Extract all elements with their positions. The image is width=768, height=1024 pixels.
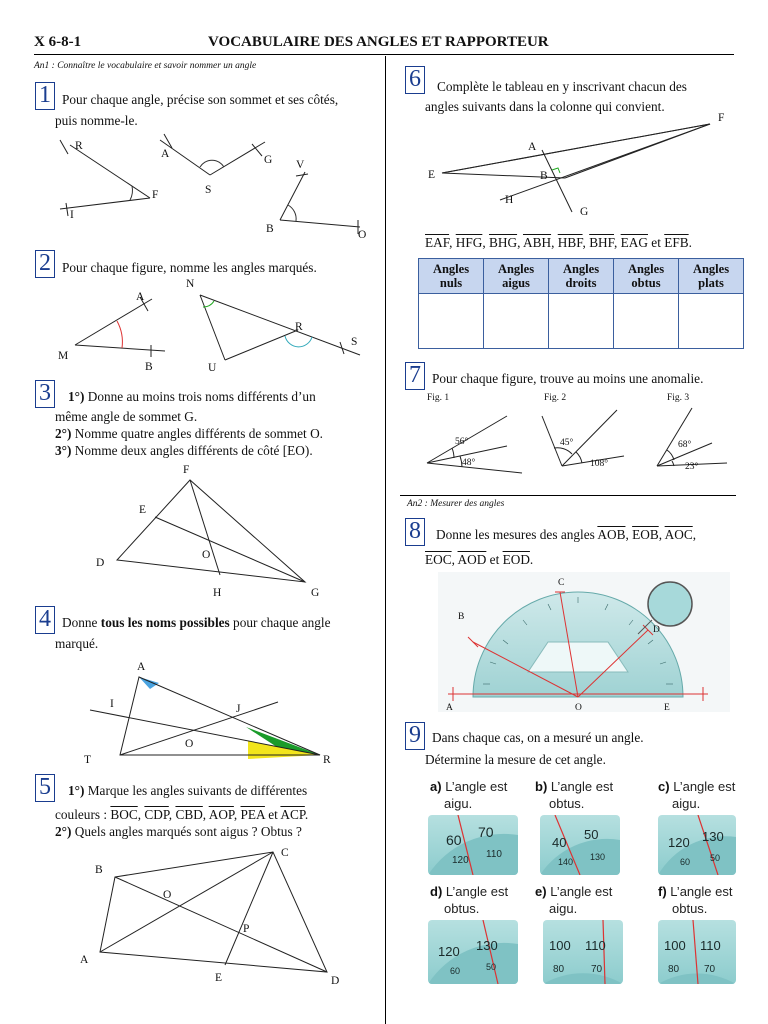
exercise-5-figure — [75, 840, 365, 990]
ex1-label-f: F — [152, 189, 159, 201]
exercise-7-figure — [412, 388, 737, 483]
svg-text:60: 60 — [446, 832, 462, 848]
exercise-7-text: Pour chaque figure, trouve au moins une anomalie. — [432, 371, 704, 386]
ex5-sep-3: , — [202, 807, 209, 822]
ex6-angle-abh: $\overline{ABH}$ — [522, 235, 552, 250]
ex2-label-r: R — [295, 321, 303, 333]
ex4-label-a: A — [137, 661, 146, 673]
ex4-text-post: pour chaque angle — [229, 615, 331, 630]
ex6-angle-hfg: $\overline{HFG}$ — [455, 235, 483, 250]
ex7-fig3-label: Fig. 3 — [667, 393, 690, 403]
svg-text:40: 40 — [552, 835, 567, 850]
ex5-end: . — [304, 807, 309, 822]
ex6-angle-efb: $\overline{EFB}$ — [664, 235, 689, 250]
ex5-label-d: D — [331, 975, 340, 987]
svg-text:130: 130 — [702, 829, 724, 844]
ex1-label-v: V — [296, 159, 305, 171]
ex5-angle-aop: $\overline{AOP}$ — [208, 807, 234, 822]
exercise-3-part-1 — [68, 387, 363, 406]
ex8-label-e: E — [664, 703, 670, 712]
ex7-fig1-label: Fig. 1 — [427, 393, 450, 403]
svg-text:110: 110 — [700, 938, 721, 953]
ex9-item-d-label: d) L’angle est obtus. — [430, 884, 509, 916]
protractor-figure — [438, 572, 730, 712]
ex7-fig1-angle-2: 48° — [462, 458, 476, 468]
exercise-4-text-2: marqué. — [55, 636, 99, 651]
ex5-label-c: C — [281, 847, 289, 859]
ex1-label-i: I — [70, 209, 74, 221]
svg-text:50: 50 — [486, 962, 497, 972]
svg-text:70: 70 — [591, 964, 603, 975]
ex5-angle-boc: $\overline{BOC}$ — [110, 807, 138, 822]
ex5-angle-cdp: $\overline{CDP}$ — [144, 807, 169, 822]
svg-text:130: 130 — [476, 938, 498, 953]
svg-text:70: 70 — [704, 964, 716, 975]
ex7-fig3-angle-1: 68° — [678, 440, 692, 450]
ex3-label-e: E — [139, 504, 147, 516]
exercise-2-text: Pour chaque figure, nomme les angles marqués. — [62, 260, 317, 275]
exercise-3-part-1-cont: même angle de sommet G. — [55, 409, 198, 424]
ex6-angle-bhg: $\overline{BHG}$ — [488, 235, 518, 250]
section-rule — [400, 495, 736, 496]
ex6-label-g: G — [580, 206, 589, 218]
ex4-label-r: R — [323, 754, 331, 766]
exercise-8-text-2: $\overline{EOC}$, $\overline{AOD}$ et $\overline{EOD}$. — [425, 552, 534, 567]
ex4-label-i: I — [110, 698, 114, 710]
ex7-fig2-label: Fig. 2 — [544, 393, 567, 403]
ex1-label-r: R — [75, 140, 83, 152]
ex8-angle-aod: $\overline{AOD}$ — [457, 552, 487, 567]
col-angles-obtus: Angles obtus — [614, 259, 679, 294]
ex8-label-c: C — [558, 578, 565, 588]
ex8-angle-aoc: $\overline{AOC}$ — [664, 527, 693, 542]
exercise-2-figure — [40, 275, 380, 375]
exercise-4-text — [62, 613, 331, 632]
svg-text:140: 140 — [558, 857, 574, 867]
angle-classification-table — [418, 258, 744, 349]
ex8-label-o: O — [575, 703, 582, 712]
ex4-text-bold: tous les noms possibles — [100, 615, 230, 630]
col-angles-plats: Angles plats — [679, 259, 744, 294]
ex5-and: et — [264, 807, 281, 822]
ex3-label-d: D — [96, 557, 105, 569]
ex8-angle-eob: $\overline{EOB}$ — [632, 527, 659, 542]
exercise-3-number: 3 — [35, 380, 55, 408]
ex5-angle-acp: $\overline{ACP}$ — [280, 807, 305, 822]
ex2-label-m: M — [58, 350, 69, 362]
ex8-and: et — [486, 552, 503, 567]
ex5-label-a: A — [80, 954, 89, 966]
exercise-6-text-2: angles suivants dans la colonne qui convient. — [425, 99, 665, 114]
col-angles-nuls: Angles nuls — [419, 259, 484, 294]
ex7-fig3-angle-2: 23° — [685, 462, 699, 472]
ex3-label-f: F — [183, 464, 190, 476]
ex9-item-b-photo — [540, 815, 620, 875]
ex1-label-b: B — [266, 223, 274, 235]
ex5-label-p: P — [243, 923, 250, 935]
ex6-label-h: H — [505, 194, 514, 206]
header-rule — [34, 54, 734, 55]
section-an2: An2 : Mesurer des angles — [407, 499, 505, 509]
exercise-6-angle-list: $\overline{EAF}$, $\overline{HFG}$, $\overline{BHG}$, $\overline{ABH}$, $\overline{HBF}$, $\overline{BHF}$, $\overline{EAG}$ et $\overline{EFB}$. — [425, 235, 692, 250]
ex1-label-s: S — [205, 184, 212, 196]
ex9-item-e-label: e) L’angle est aigu. — [535, 884, 613, 916]
ex5-sep-1: , — [137, 807, 145, 822]
exercise-1-text-1: Pour chaque angle, précise son sommet et ses côtés, — [62, 92, 339, 107]
ex8-angle-eod: $\overline{EOD}$ — [502, 552, 530, 567]
ex2-label-a: A — [136, 291, 145, 303]
ex8-label-b: B — [458, 612, 465, 622]
ex9-item-a-photo — [428, 815, 518, 875]
ex4-label-o: O — [185, 738, 194, 750]
ex6-end: . — [688, 235, 692, 250]
exercise-1-figure — [40, 130, 380, 245]
ex6-angle-eag: $\overline{EAG}$ — [620, 235, 648, 250]
svg-text:110: 110 — [486, 849, 502, 860]
svg-text:80: 80 — [553, 964, 565, 975]
svg-text:70: 70 — [478, 824, 494, 840]
ex8-label-a: A — [446, 703, 453, 712]
ex5-sep-2: , — [168, 807, 176, 822]
exercise-5-number: 5 — [35, 774, 55, 802]
ex2-label-b: B — [145, 361, 153, 373]
exercise-8-text-1: Donne les mesures des angles $\overline{AOB}$, $\overline{EOB}$, $\overline{AOC}$, — [436, 527, 697, 542]
ex3-label-h: H — [213, 587, 222, 599]
ex9-item-c-photo — [658, 815, 736, 875]
ex4-label-j: J — [236, 703, 241, 715]
svg-text:60: 60 — [680, 857, 691, 867]
ex7-fig1-angle-1: 56° — [455, 437, 469, 447]
ex5-label-e: E — [215, 972, 223, 984]
ex3-part1-number: 1°) — [68, 389, 85, 404]
ex5-sep-4: , — [233, 807, 241, 822]
cell-nuls[interactable] — [419, 294, 484, 349]
ex5-label-b: B — [95, 864, 103, 876]
ex5-angle-pea: $\overline{PEA}$ — [240, 807, 265, 822]
col-angles-droits: Angles droits — [549, 259, 614, 294]
ex9-item-f-photo — [658, 920, 736, 984]
exercise-4-number: 4 — [35, 606, 55, 634]
exercise-6-figure — [420, 110, 740, 225]
ex8-label-d: D — [653, 625, 660, 635]
svg-text:110: 110 — [585, 938, 606, 953]
ex5-angle-cbd: $\overline{CBD}$ — [175, 807, 203, 822]
exercise-3-part-3 — [55, 441, 313, 460]
exercise-1-number: 1 — [35, 82, 55, 110]
exercise-8-number: 8 — [405, 518, 425, 546]
ex6-label-f: F — [718, 112, 725, 124]
svg-text:100: 100 — [664, 938, 686, 953]
svg-text:50: 50 — [584, 827, 599, 842]
ex8-end: . — [529, 552, 534, 567]
exercise-3-figure — [80, 460, 340, 600]
svg-text:80: 80 — [668, 964, 680, 975]
svg-text:100: 100 — [549, 938, 571, 953]
ex2-label-n: N — [186, 278, 195, 290]
exercise-1-text-2: puis nomme-le. — [55, 113, 138, 128]
ex5-part1-number: 1°) — [68, 783, 85, 798]
exercise-6-text-1: Complète le tableau en y inscrivant chacun des — [437, 79, 687, 94]
ex5-label-o: O — [163, 889, 172, 901]
ex6-angle-eaf: $\overline{EAF}$ — [425, 235, 450, 250]
exercise-5-part-2 — [55, 822, 302, 841]
ex2-label-s: S — [351, 336, 358, 348]
ex8-text-pre: Donne les mesures des angles — [436, 527, 598, 542]
exercise-9-number: 9 — [405, 722, 425, 750]
ex9-item-d-photo — [428, 920, 518, 984]
ex1-label-g: G — [264, 154, 273, 166]
svg-text:50: 50 — [710, 853, 721, 863]
ex7-fig2-angle-2: 108° — [590, 459, 609, 469]
ex9-item-c-label: c) L’angle est aigu. — [658, 779, 736, 811]
ex5-part1-text: Marque les angles suivants de différentes — [84, 783, 308, 798]
svg-text:120: 120 — [438, 944, 460, 959]
col-angles-aigus: Angles aigus — [484, 259, 549, 294]
exercise-9-text-2: Détermine la mesure de cet angle. — [425, 752, 606, 767]
ex3-part3-number: 3°) — [55, 443, 72, 458]
ex3-part2-number: 2°) — [55, 426, 72, 441]
ex1-label-a: A — [161, 148, 170, 160]
ex9-item-a-label: a) L’angle est aigu. — [430, 779, 508, 811]
ex3-part3-text: Nomme deux angles différents de côté [EO). — [71, 443, 313, 458]
svg-text:60: 60 — [450, 966, 461, 976]
exercise-4-figure — [80, 655, 350, 770]
ex1-label-o: O — [358, 229, 367, 241]
section-an1: An1 : Connaître le vocabulaire et savoir nommer un angle — [34, 61, 257, 71]
cell-droits[interactable] — [549, 294, 614, 349]
cell-aigus[interactable] — [484, 294, 549, 349]
ex6-angle-bhf: $\overline{BHF}$ — [589, 235, 614, 250]
ex5-colours-label: couleurs : — [55, 807, 111, 822]
exercise-7-number: 7 — [405, 362, 425, 390]
exercise-2-number: 2 — [35, 250, 55, 278]
page-title: VOCABULAIRE DES ANGLES ET RAPPORTEUR — [208, 34, 549, 50]
svg-text:120: 120 — [668, 835, 690, 850]
ex3-label-g: G — [311, 587, 320, 599]
svg-text:120: 120 — [452, 855, 469, 866]
ex6-and: et — [647, 235, 665, 250]
ex9-item-e-photo — [543, 920, 623, 984]
ex3-part1-text: Donne au moins trois noms différents d’un — [84, 389, 316, 404]
exercise-5-part-1 — [68, 781, 307, 800]
ex3-part2-text: Nomme quatre angles différents de sommet O. — [71, 426, 323, 441]
ex6-label-e: E — [428, 169, 436, 181]
worksheet-code: X 6-8-1 — [34, 34, 82, 50]
ex6-angle-hbf: $\overline{HBF}$ — [557, 235, 583, 250]
ex5-part2-text: Quels angles marqués sont aigus ? Obtus ? — [71, 824, 302, 839]
ex9-item-b-label: b) L’angle est obtus. — [535, 779, 614, 811]
exercise-9-text-1: Dans chaque cas, on a mesuré un angle. — [432, 730, 644, 745]
ex4-text-pre: Donne — [62, 615, 101, 630]
ex2-label-u: U — [208, 362, 217, 374]
ex9-item-f-label: f) L’angle est obtus. — [658, 884, 733, 916]
ex6-label-b: B — [540, 170, 548, 182]
ex5-part2-number: 2°) — [55, 824, 72, 839]
ex8-angle-aob: $\overline{AOB}$ — [597, 527, 626, 542]
cell-plats[interactable] — [679, 294, 744, 349]
exercise-6-number: 6 — [405, 66, 425, 94]
svg-text:130: 130 — [590, 852, 606, 862]
ex4-label-t: T — [84, 754, 92, 766]
ex7-fig2-angle-1: 45° — [560, 438, 574, 448]
column-divider — [385, 56, 386, 1024]
ex3-label-o: O — [202, 549, 211, 561]
ex6-label-a: A — [528, 141, 537, 153]
ex8-angle-eoc: $\overline{EOC}$ — [425, 552, 452, 567]
cell-obtus[interactable] — [614, 294, 679, 349]
